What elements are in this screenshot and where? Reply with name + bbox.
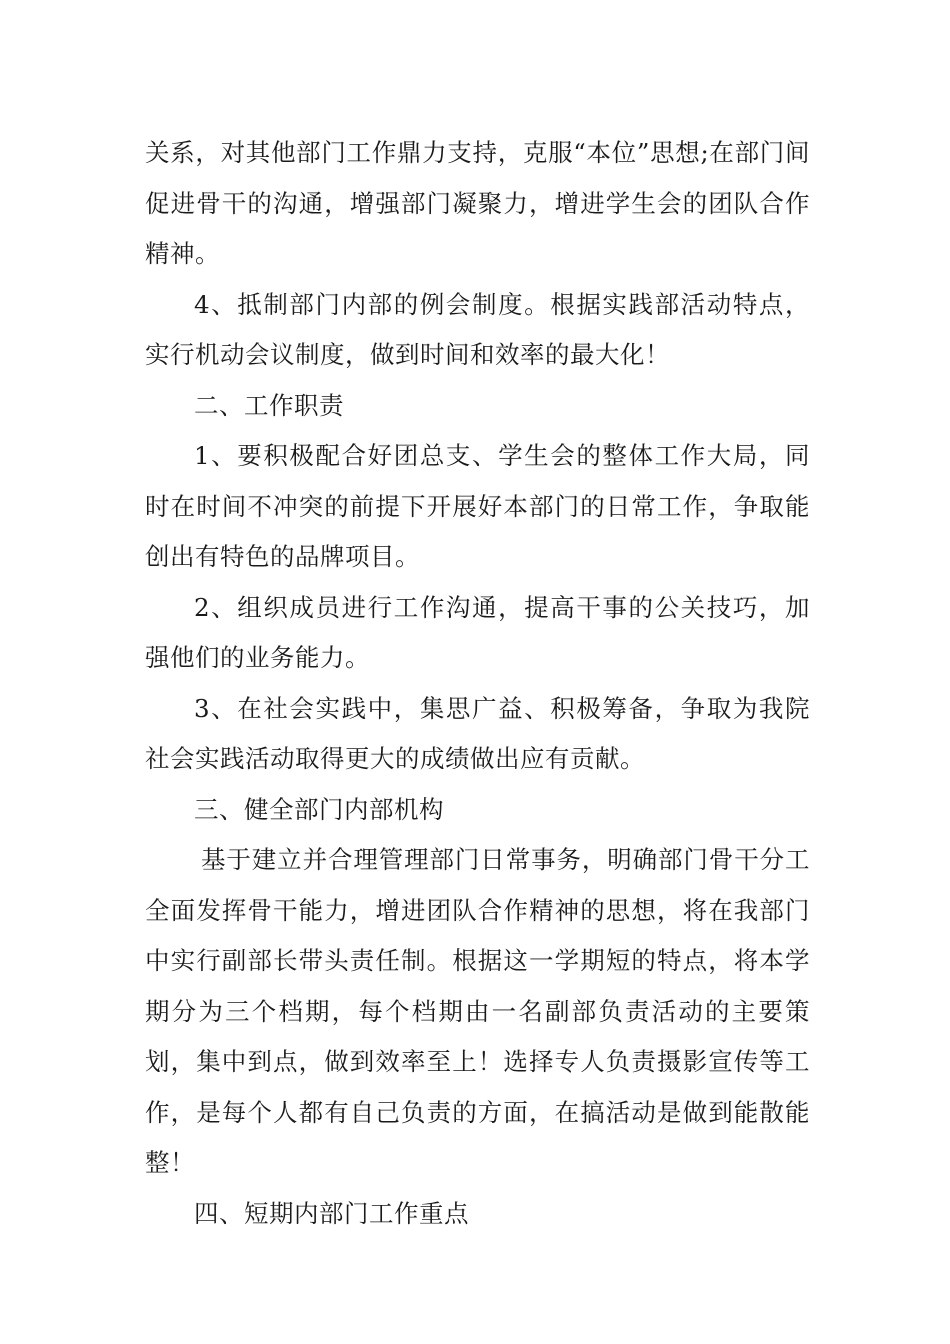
paragraph-item-3: 3、在社会实践中，集思广益、积极筹备，争取为我院社会实践活动取得更大的成绩做出应有贡献。 [145,693,810,773]
section-heading-4: 四、短期内部门工作重点 [194,1198,469,1228]
document-body [145,128,810,1239]
paragraph-item-1: 1、要积极配合好团总支、学生会的整体工作大局，同时在时间不冲突的前提下开展好本部门的日常工作，争取能创出有特色的品牌项目。 [145,441,810,571]
section-heading-3: 三、健全部门内部机构 [194,794,444,824]
paragraph-item-2: 2、组织成员进行工作沟通，提高干事的公关技巧，加强他们的业务能力。 [145,592,810,672]
paragraph-continuation: 关系，对其他部门工作鼎力支持，克服“本位”思想;在部门间促进骨干的沟通，增强部门凝聚力，增进学生会的团队合作精神。 [145,138,810,268]
paragraph-body: 基于建立并合理管理部门日常事务，明确部门骨干分工全面发挥骨干能力，增进团队合作精神的思想，将在我部门中实行副部长带头责任制。根据这一学期短的特点，将本学期分为三个档期，每个档期由一名副部负责活动的主要策划，集中到点，做到效率至上！选择专人负责摄影宣传等工作，是每个人都有自己负责的方面，在搞活动是做到能散能整！ [145,845,810,1177]
paragraph-item-4: 4、抵制部门内部的例会制度。根据实践部活动特点，实行机动会议制度，做到时间和效率的最大化！ [145,289,810,369]
section-heading-2: 二、工作职责 [194,390,344,420]
